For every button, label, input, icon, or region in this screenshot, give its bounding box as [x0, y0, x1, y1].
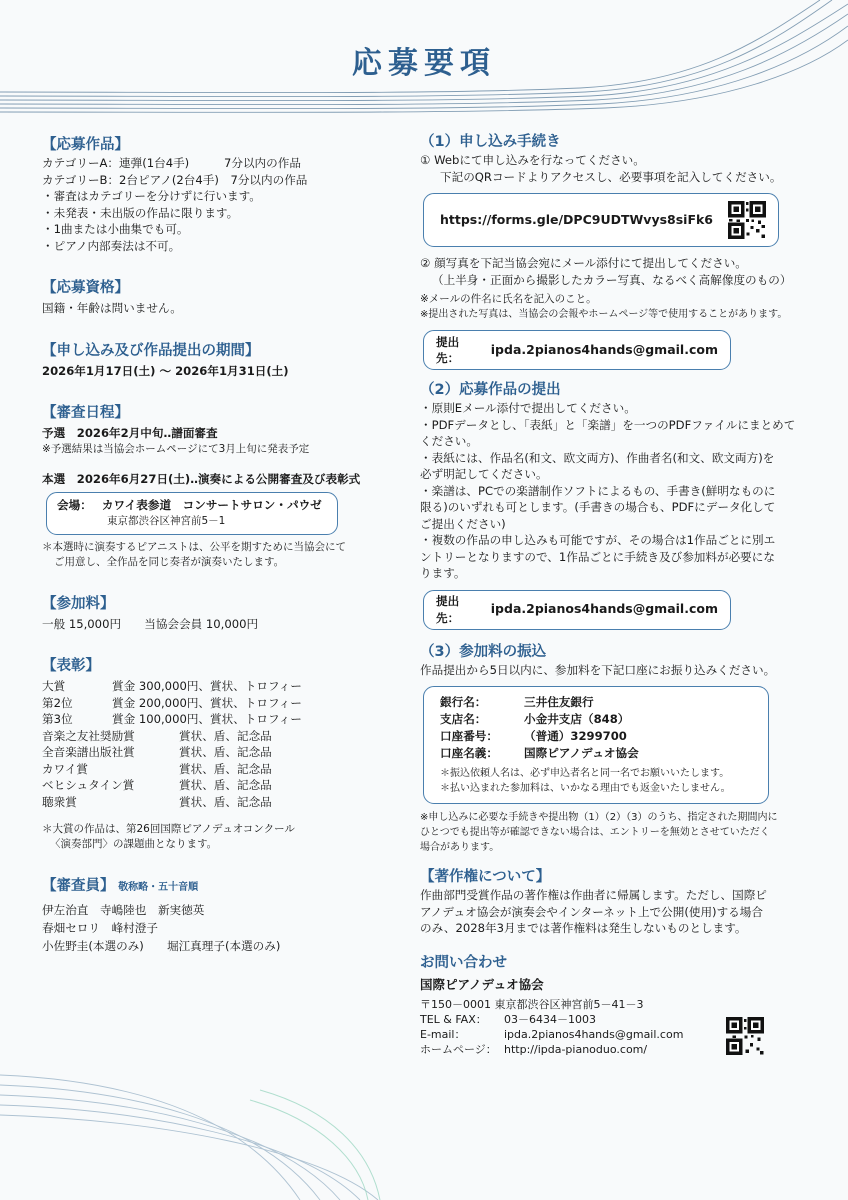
- contact-website[interactable]: http://ipda-pianoduo.com/: [504, 1043, 648, 1056]
- award-name: ベヒシュタイン賞: [42, 778, 135, 792]
- award-row: [42, 761, 392, 778]
- eligibility-heading: 【応募資格】: [42, 280, 129, 296]
- photo-dest-label: 提出先：: [436, 334, 460, 365]
- awards-heading: 【表彰】: [42, 658, 100, 674]
- award-prize: 賞状、盾、記念品: [179, 794, 272, 809]
- tel-label: TEL & FAX：: [420, 1013, 487, 1026]
- submit-line: ・表紙には、作品名(和文、欧文両方)、作曲者名(和文、欧文両方)を: [420, 450, 775, 465]
- award-prize: 賞金 200,000円、賞状、トロフィー: [112, 695, 302, 710]
- award-prize: 賞状、盾、記念品: [179, 745, 272, 759]
- qr-code-icon[interactable]: [728, 201, 766, 239]
- photo-dest-box: [423, 330, 731, 370]
- left-column: [42, 135, 392, 955]
- holder-label: 口座名義：: [440, 746, 498, 760]
- fee-text: 一般 15,000円 当協会会員 10,000円: [42, 616, 259, 631]
- account-holder: 国際ピアノデュオ協会: [524, 746, 639, 760]
- venue-name: カワイ表参道 コンサートサロン・パウゼ: [101, 498, 322, 512]
- award-name: 第3位: [42, 712, 73, 726]
- contact-qr-code-icon[interactable]: [726, 1017, 764, 1055]
- judges-line: 伊左治直 寺嶋陸也 新実徳英: [42, 902, 205, 917]
- account-label: 口座番号：: [440, 729, 498, 743]
- period-text: 2026年1月17日(土) 〜 2026年1月31日(土): [42, 363, 289, 378]
- payment-note-2: ＊払い込まれた参加料は、いかなる理由でも返金いたしません。: [440, 783, 731, 794]
- copyright-body: [420, 887, 812, 937]
- contact-details: [420, 997, 812, 1057]
- submit-heading: （2）応募作品の提出: [420, 382, 561, 398]
- award-name: 全音楽譜出版社賞: [42, 745, 135, 759]
- judges-line: 春畑セロリ 峰村澄子: [42, 920, 158, 935]
- grand-prize-note-2: 〈演奏部門〉の課題曲となります。: [50, 838, 218, 850]
- works-line: ・未発表・未出版の作品に限ります。: [42, 205, 239, 220]
- judges-line: 小佐野圭(本選のみ) 堀江真理子(本選のみ): [42, 938, 281, 953]
- award-name: 第2位: [42, 695, 73, 710]
- page-title: 応募要項: [352, 46, 496, 81]
- submit-line: 必ず明記してください。: [420, 467, 548, 481]
- contact-org: 国際ピアノデュオ協会: [420, 976, 544, 992]
- award-prize: 賞金 100,000円、賞状、トロフィー: [112, 712, 302, 726]
- submit-line: 限る)のいずれも可とします。(手書きの場合も、PDFにデータ化して: [420, 500, 776, 514]
- submit-line: ご提出ください): [420, 516, 506, 531]
- email-label: E-mail：: [420, 1028, 466, 1041]
- web-label: ホームページ：: [420, 1043, 497, 1056]
- award-prize: 賞金 300,000円、賞状、トロフィー: [112, 679, 302, 693]
- bank-label: 銀行名：: [440, 695, 487, 709]
- entry-warning-3: 場合があります。: [420, 842, 500, 853]
- performer-note-1: ＊本選時に演奏するピアニストは、公平を期すために当協会にて: [42, 540, 346, 553]
- award-prize: 賞状、盾、記念品: [179, 778, 272, 792]
- payment-heading: （3）参加料の振込: [420, 643, 547, 660]
- form-url-link[interactable]: https://forms.gle/DPC9UDTWvys8siFk6: [440, 211, 714, 227]
- apply-heading: （1）申し込み手続き: [420, 134, 561, 150]
- works-body: [42, 155, 392, 254]
- tel-number: 03－6434－1003: [504, 1013, 596, 1026]
- entry-warning-2: ひとつでも提出等が確認できない場合は、エントリーを無効とさせていただく: [420, 827, 770, 838]
- submit-line: ・原則Eメール添付で提出してください。: [420, 401, 636, 415]
- award-name: 聴衆賞: [42, 794, 77, 809]
- prelim-line: 予選 2026年2月中旬‥譜面審査: [42, 426, 218, 440]
- award-row: [42, 695, 392, 712]
- award-row: [42, 744, 392, 761]
- works-dest-box: [423, 590, 731, 630]
- submit-line: ・楽譜は、PCでの楽譜制作ソフトによるもの、手書き(鮮明なものに: [420, 483, 776, 498]
- apply-step2: ② 顔写真を下記当協会宛にメール添付にて提出してください。: [420, 256, 747, 270]
- contact-email[interactable]: ipda.2pianos4hands@gmail.com: [504, 1028, 684, 1041]
- award-row: [42, 728, 392, 745]
- eligibility-text: 国籍・年齢は問いません。: [42, 301, 182, 315]
- award-name: カワイ賞: [42, 761, 89, 776]
- venue-address: 東京都渋谷区神宮前5－1: [107, 514, 226, 527]
- works-line: ・審査はカテゴリーを分けずに行います。: [42, 189, 261, 203]
- fee-heading: 【参加料】: [42, 595, 115, 612]
- award-name: 大賞: [42, 679, 66, 693]
- copyright-line: アノデュオ協会が演奏会やインターネット上で公開(使用)する場合: [420, 904, 763, 919]
- award-prize: 賞状、盾、記念品: [179, 728, 272, 743]
- copyright-line: 作曲部門受賞作品の著作権は作曲者に帰属します。ただし、国際ピ: [420, 888, 767, 902]
- judges-subnote: 敬称略・五十音順: [118, 882, 199, 893]
- payment-intro: 作品提出から5日以内に、参加料を下記口座にお振り込みください。: [420, 662, 776, 677]
- bank-info-box: [423, 686, 769, 804]
- venue-box: [46, 492, 338, 535]
- right-column: [420, 132, 812, 1057]
- works-dest-email[interactable]: ipda.2pianos4hands@gmail.com: [490, 601, 718, 617]
- venue-label: 会場：: [57, 498, 92, 512]
- submit-line: ・複数の作品の申し込みも可能ですが、その場合は1作品ごとに別エ: [420, 533, 776, 547]
- award-row: [42, 794, 392, 811]
- works-line: ・1曲または小曲集でも可。: [42, 222, 189, 236]
- works-dest-label: 提出先：: [436, 594, 460, 625]
- submit-line: ・PDFデータとし、「表紙」と「楽譜」を一つのPDFファイルにまとめて: [420, 417, 796, 432]
- judges-list: [42, 901, 392, 955]
- bank-name: 三井住友銀行: [524, 695, 594, 709]
- works-line: ・ピアノ内部奏法は不可。: [42, 238, 181, 253]
- copyright-heading: 【著作権について】: [420, 869, 551, 885]
- branch-name: 小金井支店（848）: [524, 712, 630, 726]
- payment-note-1: ＊振込依頼人名は、必ず申込者名と同一名でお願いいたします。: [440, 768, 730, 779]
- submit-line: ントリーとなりますので、1作品ごとに手続き及び参加料が必要にな: [420, 549, 775, 564]
- final-line: 本選 2026年6月27日(土)‥演奏による公開審査及び表彰式: [42, 471, 361, 486]
- works-heading: 【応募作品】: [42, 137, 129, 153]
- submit-line: ります。: [420, 566, 466, 580]
- judges-heading: 【審査員】: [42, 878, 115, 894]
- period-heading: 【申し込み及び作品提出の期間】: [42, 342, 260, 359]
- award-prize: 賞状、盾、記念品: [179, 761, 272, 776]
- works-line: カテゴリーA：連弾(1台4手) 7分以内の作品: [42, 156, 301, 170]
- apply-step2-sub: （上半身・正面から撮影したカラー写真、なるべく高解像度のもの）: [432, 272, 792, 287]
- contact-address: 〒150－0001 東京都渋谷区神宮前5－41－3: [420, 998, 644, 1011]
- entry-warning-1: ※申し込みに必要な手続きや提出物（1）（2）（3）のうち、指定された期間内に: [420, 812, 778, 823]
- branch-label: 支店名：: [440, 712, 487, 726]
- performer-note-2: ご用意し、全作品を同じ奏者が演奏いたします。: [54, 555, 285, 568]
- award-row: [42, 777, 392, 794]
- works-line: カテゴリーB：2台ピアノ(2台4手) 7分以内の作品: [42, 172, 308, 187]
- apply-step1-sub: 下記のQRコードよりアクセスし、必要事項を記入してください。: [440, 169, 782, 184]
- award-row: [42, 678, 392, 695]
- apply-step1: ① Webにて申し込みを行なってください。: [420, 153, 645, 167]
- awards-list: [42, 678, 392, 810]
- copyright-line: のみ、2028年3月までは著作権料は発生しないものとします。: [420, 921, 747, 935]
- apply-note-1: ※メールの件名に氏名を記入のこと。: [420, 293, 597, 305]
- prelim-note: ※予選結果は当協会ホームページにて3月上旬に発表予定: [42, 442, 310, 455]
- submit-body: [420, 400, 812, 582]
- award-name: 音楽之友社奨励賞: [42, 728, 135, 743]
- apply-note-2: ※提出された写真は、当協会の会報やホームページ等で使用することがあります。: [420, 309, 788, 320]
- form-url-box: [423, 193, 779, 247]
- account-number: （普通）3299700: [524, 729, 627, 743]
- submit-line: ください。: [420, 434, 478, 448]
- contact-heading: お問い合わせ: [420, 954, 507, 971]
- photo-dest-email[interactable]: ipda.2pianos4hands@gmail.com: [490, 341, 718, 357]
- schedule-heading: 【審査日程】: [42, 405, 129, 421]
- award-row: [42, 711, 392, 728]
- grand-prize-note-1: ＊大賞の作品は、第26回国際ピアノデュオコンクール: [42, 823, 295, 835]
